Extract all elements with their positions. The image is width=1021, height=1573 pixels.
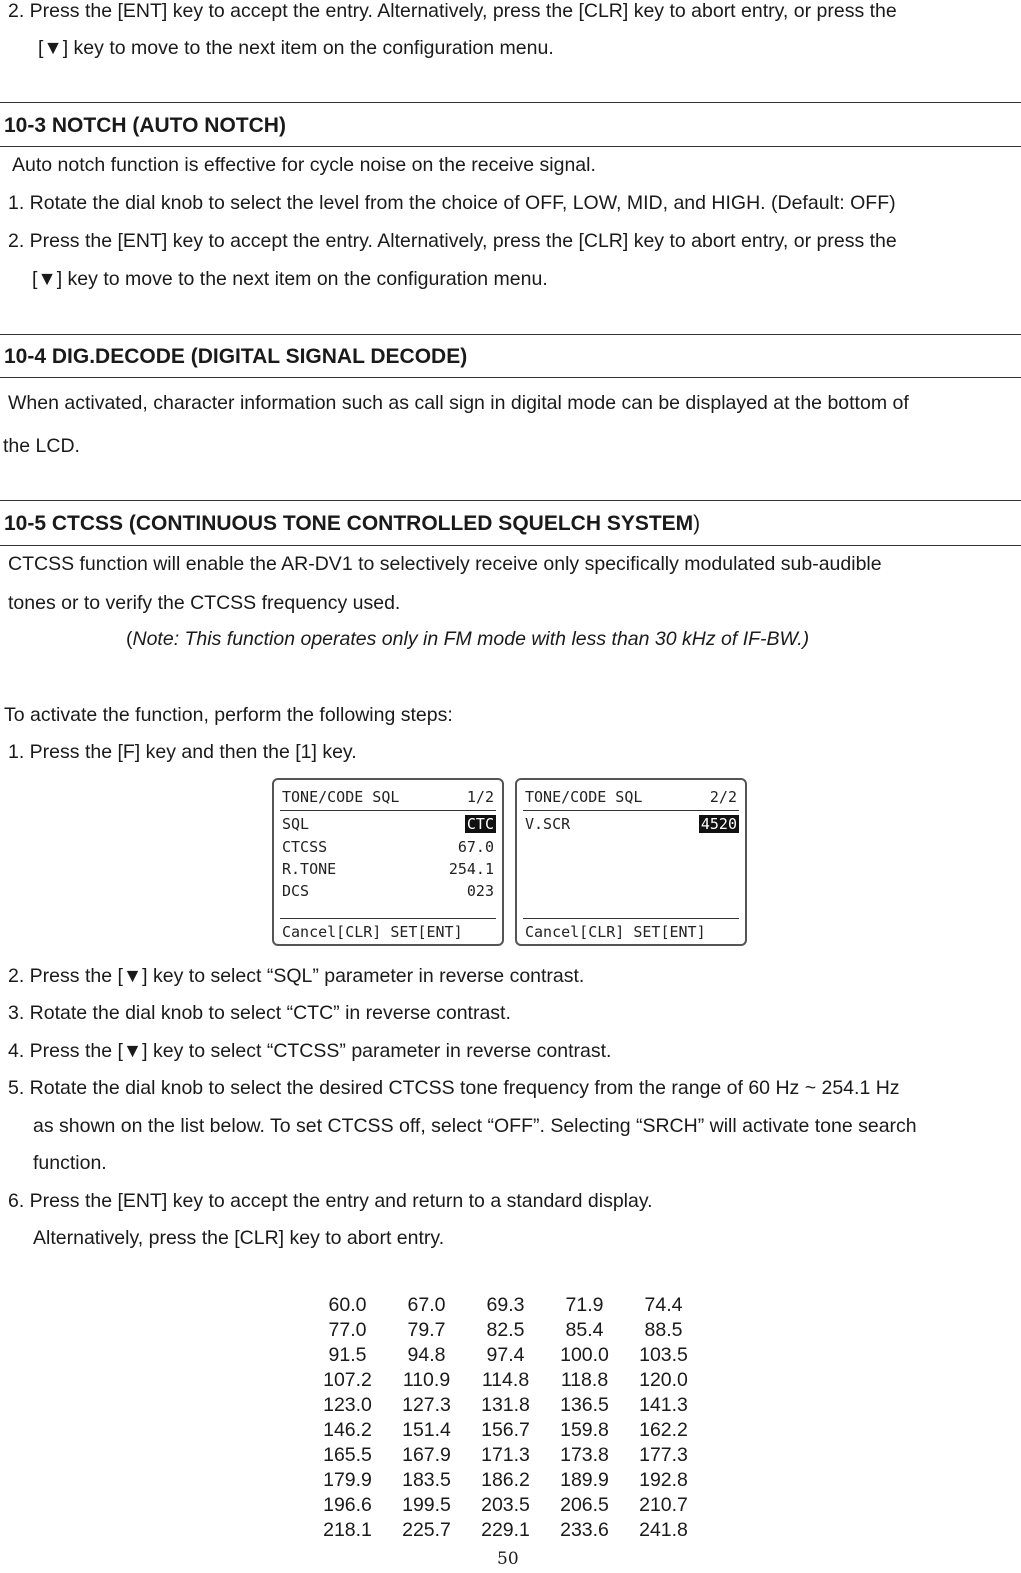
ctcss-tone-table (308, 1293, 703, 1543)
tone-frequency-cell: 189.9 (560, 1469, 609, 1491)
tone-frequency-cell: 179.9 (323, 1469, 372, 1491)
lcd-screen-2 (515, 778, 747, 946)
tone-frequency-cell: 203.5 (481, 1494, 530, 1516)
tone-table-row (308, 1343, 703, 1368)
tone-table-row (308, 1418, 703, 1443)
tone-frequency-cell: 146.2 (323, 1419, 372, 1441)
tone-frequency-cell: 196.6 (323, 1494, 372, 1516)
page-number: 50 (497, 1549, 519, 1569)
tone-table-row (308, 1493, 703, 1518)
lcd1-row-rtone-label: R.TONE (282, 860, 337, 878)
lcd2-footer: Cancel[CLR] SET[ENT] (525, 923, 706, 941)
notch-step1: 1. Rotate the dial knob to select the level from the choice of OFF, LOW, MID, and HIGH. (Default: OFF) (8, 192, 896, 214)
section-rule (0, 377, 1021, 378)
lcd2-title: TONE/CODE SQL (525, 788, 643, 806)
ctcss-heading-tail: ) (693, 512, 701, 535)
tone-frequency-cell: 79.7 (407, 1319, 446, 1341)
tone-frequency-cell: 71.9 (565, 1294, 604, 1316)
ctcss-intro-line2: tones or to verify the CTCSS frequency used. (8, 592, 401, 614)
tone-table-row (308, 1318, 703, 1343)
lcd1-row-rtone-value: 254.1 (448, 860, 494, 878)
notch-heading: 10-3 NOTCH (AUTO NOTCH) (4, 114, 286, 137)
tone-frequency-cell: 173.8 (560, 1444, 609, 1466)
tone-frequency-cell: 131.8 (481, 1394, 530, 1416)
ctcss-step3: 3. Rotate the dial knob to select “CTC” in reverse contrast. (8, 1002, 511, 1024)
lcd1-row-dcs-value: 023 (466, 882, 494, 900)
tone-frequency-cell: 69.3 (486, 1294, 525, 1316)
tone-frequency-cell: 107.2 (323, 1369, 372, 1391)
ctcss-activate: To activate the function, perform the following steps: (4, 704, 453, 726)
tone-table-row (308, 1393, 703, 1418)
notch-step2-line1: 2. Press the [ENT] key to accept the entry. Alternatively, press the [CLR] key to abort entry, or press the (8, 230, 897, 252)
lcd1-row-ctcss-value: 67.0 (457, 838, 494, 856)
lcd1-page: 1/2 (466, 788, 494, 806)
tone-frequency-cell: 151.4 (402, 1419, 451, 1441)
ctcss-step5-line1: 5. Rotate the dial knob to select the desired CTCSS tone frequency from the range of 60 Hz ~ 254.1 Hz (8, 1077, 900, 1099)
notch-step2-line2: [▼] key to move to the next item on the configuration menu. (32, 268, 548, 290)
tone-frequency-cell: 156.7 (481, 1419, 530, 1441)
ctcss-step5-line3: function. (33, 1152, 107, 1174)
section-rule (0, 545, 1021, 546)
lcd1-row-dcs-label: DCS (282, 882, 310, 900)
ctcss-note-paren: ( (126, 628, 133, 650)
tone-frequency-cell: 192.8 (639, 1469, 688, 1491)
tone-frequency-cell: 229.1 (481, 1519, 530, 1541)
top-step-line1: 2. Press the [ENT] key to accept the entry. Alternatively, press the [CLR] key to abort entry, or press the (8, 0, 897, 22)
tone-frequency-cell: 171.3 (481, 1444, 530, 1466)
tone-frequency-cell: 110.9 (402, 1369, 451, 1391)
lcd1-title-rule (280, 810, 496, 811)
section-rule (0, 500, 1021, 501)
ctcss-note-text: Note: This function operates only in FM mode with less than 30 kHz of IF-BW.) (132, 628, 810, 650)
lcd2-footer-rule (523, 918, 739, 919)
tone-frequency-cell: 225.7 (402, 1519, 451, 1541)
lcd2-title-rule (523, 810, 739, 811)
tone-table-row (308, 1368, 703, 1393)
notch-intro: Auto notch function is effective for cycle noise on the receive signal. (12, 154, 596, 176)
top-step-line2: [▼] key to move to the next item on the configuration menu. (38, 37, 554, 59)
lcd2-row-vscr-label: V.SCR (525, 815, 571, 833)
tone-frequency-cell: 82.5 (486, 1319, 525, 1341)
tone-frequency-cell: 177.3 (639, 1444, 688, 1466)
tone-frequency-cell: 186.2 (481, 1469, 530, 1491)
tone-table-row (308, 1468, 703, 1493)
section-rule (0, 334, 1021, 335)
tone-frequency-cell: 74.4 (644, 1294, 683, 1316)
ctcss-step1: 1. Press the [F] key and then the [1] key. (8, 741, 357, 763)
ctcss-intro-line1: CTCSS function will enable the AR-DV1 to selectively receive only specifically modulated sub-audible (8, 553, 882, 575)
lcd2-page: 2/2 (709, 788, 737, 806)
tone-frequency-cell: 91.5 (328, 1344, 367, 1366)
tone-frequency-cell: 94.8 (407, 1344, 446, 1366)
ctcss-step6-line1: 6. Press the [ENT] key to accept the entry and return to a standard display. (8, 1190, 653, 1212)
tone-frequency-cell: 136.5 (560, 1394, 609, 1416)
tone-frequency-cell: 162.2 (639, 1419, 688, 1441)
digdecode-line1: When activated, character information such as call sign in digital mode can be displayed at the bottom of (8, 392, 909, 414)
ctcss-step5-line2: as shown on the list below. To set CTCSS off, select “OFF”. Selecting “SRCH” will activate tone search (33, 1115, 917, 1137)
ctcss-step2: 2. Press the [▼] key to select “SQL” parameter in reverse contrast. (8, 965, 585, 987)
tone-frequency-cell: 97.4 (486, 1344, 525, 1366)
ctcss-heading (4, 512, 700, 536)
lcd-screen-1 (272, 778, 504, 946)
lcd1-footer: Cancel[CLR] SET[ENT] (282, 923, 463, 941)
tone-frequency-cell: 233.6 (560, 1519, 609, 1541)
tone-frequency-cell: 127.3 (402, 1394, 451, 1416)
section-rule (0, 102, 1021, 103)
tone-frequency-cell: 114.8 (481, 1369, 530, 1391)
lcd1-row-sql-value: CTC (466, 815, 494, 833)
tone-frequency-cell: 120.0 (639, 1369, 688, 1391)
tone-frequency-cell: 85.4 (565, 1319, 604, 1341)
tone-frequency-cell: 210.7 (639, 1494, 688, 1516)
lcd2-row-vscr-value: 4520 (700, 815, 737, 833)
tone-frequency-cell: 167.9 (402, 1444, 451, 1466)
ctcss-heading-text: 10-5 CTCSS (CONTINUOUS TONE CONTROLLED SQUELCH SYSTEM (4, 512, 694, 535)
tone-frequency-cell: 199.5 (402, 1494, 451, 1516)
lcd1-row-ctcss-label: CTCSS (282, 838, 328, 856)
tone-frequency-cell: 218.1 (323, 1519, 372, 1541)
lcd1-row-sql-label: SQL (282, 815, 310, 833)
tone-frequency-cell: 67.0 (407, 1294, 446, 1316)
lcd1-footer-rule (280, 918, 496, 919)
tone-frequency-cell: 88.5 (644, 1319, 683, 1341)
tone-frequency-cell: 103.5 (639, 1344, 688, 1366)
tone-frequency-cell: 159.8 (560, 1419, 609, 1441)
tone-frequency-cell: 118.8 (560, 1369, 609, 1391)
tone-frequency-cell: 206.5 (560, 1494, 609, 1516)
ctcss-note (126, 628, 809, 651)
tone-frequency-cell: 141.3 (639, 1394, 688, 1416)
section-rule (0, 146, 1021, 147)
tone-table-row (308, 1518, 703, 1543)
digdecode-line2: the LCD. (3, 435, 80, 457)
ctcss-step6-line2: Alternatively, press the [CLR] key to abort entry. (33, 1227, 445, 1249)
tone-frequency-cell: 123.0 (323, 1394, 372, 1416)
lcd1-title: TONE/CODE SQL (282, 788, 400, 806)
tone-table-row (308, 1443, 703, 1468)
tone-frequency-cell: 165.5 (323, 1444, 372, 1466)
tone-frequency-cell: 100.0 (560, 1344, 609, 1366)
tone-frequency-cell: 77.0 (328, 1319, 367, 1341)
digdecode-heading: 10-4 DIG.DECODE (DIGITAL SIGNAL DECODE) (4, 345, 468, 368)
ctcss-step4: 4. Press the [▼] key to select “CTCSS” parameter in reverse contrast. (8, 1040, 612, 1062)
tone-frequency-cell: 183.5 (402, 1469, 451, 1491)
tone-table-row (308, 1293, 703, 1318)
tone-frequency-cell: 60.0 (328, 1294, 367, 1316)
tone-frequency-cell: 241.8 (639, 1519, 688, 1541)
